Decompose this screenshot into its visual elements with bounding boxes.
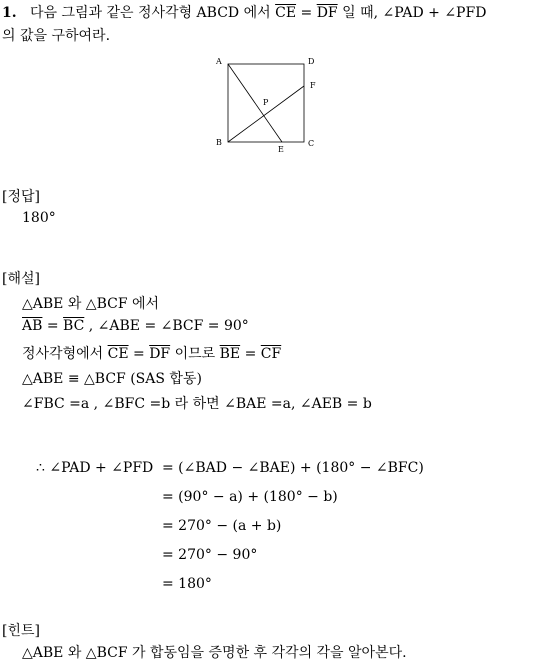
- answer-value: 180°: [22, 210, 56, 226]
- problem-number: 1.: [2, 5, 17, 21]
- explanation-line-5: ∠FBC =a , ∠BFC =b 라 하면 ∠BAE =a, ∠AEB = b: [22, 396, 372, 412]
- equals-sign: =: [46, 318, 59, 334]
- segment-cf: $\overline{CF}$: [260, 346, 282, 362]
- segment-df: $\overline{DF}$: [316, 5, 338, 21]
- line-bf: [228, 86, 304, 142]
- square-figure: [210, 50, 330, 160]
- explanation-line-3-pre: 정사각형에서: [22, 346, 104, 362]
- explanation-line-3: [22, 343, 281, 363]
- answer-header: [정답]: [2, 189, 40, 205]
- line-ae: [228, 64, 282, 142]
- segment-ce: $\overline{CE}$: [107, 346, 129, 362]
- segment-ab: $\overline{AB}$: [22, 318, 43, 334]
- label-b: B: [216, 138, 222, 147]
- problem-text-a: 다음 그림과 같은 정사각형 ABCD 에서: [29, 5, 271, 21]
- explanation-header: [해설]: [2, 271, 40, 287]
- equation-step-4: = 270° − 90°: [162, 547, 258, 563]
- segment-df: $\overline{DF}$: [149, 346, 171, 362]
- equation-step-1: = (∠BAD − ∠BAE) + (180° − ∠BFC): [162, 460, 424, 476]
- explanation-line-2-rest: , ∠ABE = ∠BCF = 90°: [88, 318, 249, 334]
- problem-line-1: [2, 2, 486, 22]
- equals-sign: =: [133, 346, 145, 362]
- label-c: C: [308, 139, 315, 148]
- label-e: E: [278, 145, 284, 154]
- label-p: P: [263, 98, 269, 107]
- explanation-line-2: [22, 318, 249, 334]
- label-d: D: [308, 57, 315, 66]
- segment-be: $\overline{BE}$: [219, 346, 241, 362]
- equation-step-2: = (90° − a) + (180° − b): [162, 489, 338, 505]
- equation-step-3: = 270° − (a + b): [162, 518, 282, 534]
- equals-sign: =: [300, 5, 313, 21]
- hint-header: [힌트]: [2, 623, 40, 639]
- segment-ce: $\overline{CE}$: [275, 5, 297, 21]
- explanation-line-1: △ABE 와 △BCF 에서: [22, 296, 160, 312]
- equation-step-5: = 180°: [162, 576, 212, 592]
- explanation-line-4: △ABE ≡ △BCF (SAS 합동): [22, 371, 202, 387]
- equation-lhs: ∴ ∠PAD + ∠PFD: [36, 460, 154, 476]
- hint-text: △ABE 와 △BCF 가 합동임을 증명한 후 각각의 각을 알아본다.: [22, 645, 407, 661]
- problem-text-b: 일 때, ∠PAD + ∠PFD: [342, 5, 487, 21]
- equals-sign: =: [244, 346, 257, 362]
- label-f: F: [310, 81, 316, 90]
- explanation-line-3-mid: 이므로: [174, 346, 216, 362]
- label-a: A: [216, 57, 222, 66]
- problem-line-2: 의 값을 구하여라.: [2, 28, 111, 44]
- segment-bc: $\overline{BC}$: [63, 318, 85, 334]
